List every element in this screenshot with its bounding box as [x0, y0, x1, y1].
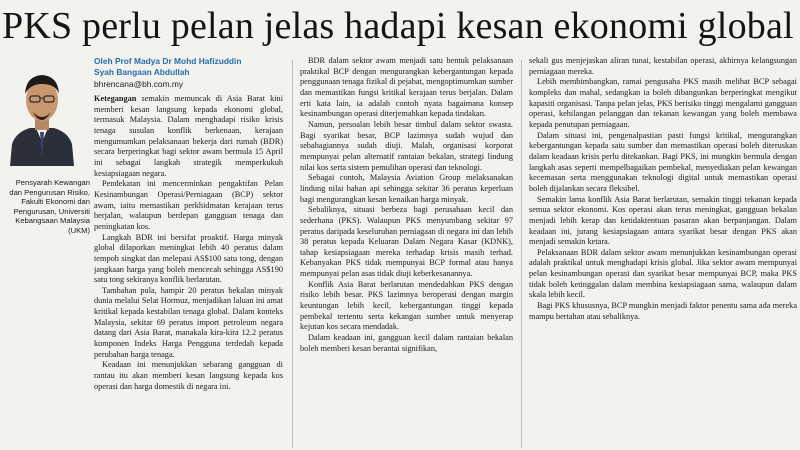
paragraph: BDR dalam sektor awam menjadi satu bentuk pelaksanaan praktikal BCP dengan mengurangkan kebergantungan kepada penggunaan tenaga fizikal di pejabat, mengoptimumkan sumber dan memastikan fungsi kritikal kerajaan terus berjalan. Dalam erti kata lain, ia adalah contoh nyata bagaimana konsep kesinambungan operasi diterjemahkan kepada tindakan. [300, 56, 513, 119]
paragraph: Tambahan pula, hampir 20 peratus bekalan minyak dunia melalui Selat Hormuz, menjadikan laluan ini amat kritikal kepada kestabilan tenaga global. Dalam konteks Malaysia, sekitar 69 peratus import petroleum negara datang dari Asia Barat, manakala kira-kira 12.2 peratus komponen Indeks Harga Pengguna terdedah kepada perubahan harga tenaga. [94, 285, 283, 359]
paragraph: Dalam situasi ini, pengenalpastian pasti fungsi kritikal, mengurangkan kebergantungan kepada satu sumber dan memastikan operasi boleh diteruskan dalam keadaan krisis perlu ditekankan. Bagi PKS, ini mungkin bermula dengan langkah asas seperti mempelbagaikan pembekal, menyediakan pelan kewangan kecemasan serta menggunakan teknologi digital untuk memastikan operasi boleh dijalankan secara fleksibel. [529, 130, 797, 193]
lead-word: Ketegangan [94, 94, 137, 103]
paragraph: Lebih membimbangkan, ramai pengusaha PKS masih melihat BCP sebagai kompleks dan mahal, sedangkan ia boleh dibangunkan berperingkat mengikut kapasiti organisasi. Tanpa pelan jelas, PKS berisiko tinggi mengalami gangguan operasi, kehilangan pelanggan dan tekanan kewangan yang boleh membawa kepada penutupan perniagaan. [529, 77, 797, 129]
author-name-line-1: Oleh Prof Madya Dr Mohd Hafizuddin [94, 56, 242, 66]
paragraph: Keadaan ini menunjukkan sebarang gangguan di rantau itu akan memberi kesan langsung kepada kos operasi dan harga domestik di negara ini. [94, 360, 283, 391]
paragraph: Sebagai contoh, Malaysia Aviation Group melaksanakan lindung nilai bahan api sehingga sekitar 36 peratus keperluan bagi mengurangkan kesan kenaikan harga minyak. [300, 173, 513, 204]
author-photo [6, 62, 78, 166]
column-divider [292, 60, 293, 448]
paragraph: Konflik Asia Barat berlarutan mendedahkan PKS dengan risiko lebih besar. PKS lazimnya beroperasi dengan margin keuntungan lebih kecil, kebergantungan tinggi kepada pembekal tertentu serta kekangan sumber untuk menyerap kejutan kos secara mendadak. [300, 279, 513, 332]
paragraph: Semakin lama konflik Asia Barat berlarutan, semakin tinggi tekanan kepada semua sektor ekonomi. Kos operasi akan terus meningkat, gangguan bekalan menjadi lebih kerap dan ketidaktentuan pasaran akan berpanjangan. Dalam keadaan ini, jurang kesiapsiagaan antara syarikat besar dengan PKS akan menjadi semakin ketara. [529, 194, 797, 247]
author-name-line-2: Syah Bangaan Abdullah [94, 67, 190, 77]
paragraph: Dalam keadaan ini, gangguan kecil dalam rantaian bekalan boleh memberi kesan berantai signifikan, [300, 333, 513, 353]
lead-paragraph [94, 94, 283, 179]
paragraph: Pelaksanaan BDR dalam sektor awam menunjukkan kesinambungan operasi adalah praktikal untuk menghadapi krisis global. Jika sektor awam mempunyai pelan kesinambungan operasi dan syarikat besar mempunyai BCP, maka PKS tidak boleh ketinggalan dalam membina kesiapsiagaan sama, walaupun dalam skala lebih kecil. [529, 247, 797, 300]
article-column-3 [529, 56, 797, 450]
column-divider [521, 60, 522, 448]
paragraph: Pendekatan ini mencerminkan pengaktifan Pelan Kesinambungan Operasi/Perniagaan (BCP) sektor awam, iaitu memastikan perkhidmatan kerajaan terus berjalan, walaupun berdepan gangguan tenaga dan peningkatan kos. [94, 179, 283, 231]
paragraph: Namun, persoalan lebih besar timbul dalam sektor swasta. Bagi syarikat besar, BCP lazimnya sudah wujud dan sebahagiannya sudah diuji. Malah, organisasi korporat mempunyai pelan alternatif rantaian bekalan, strategi lindung nilai kos serta sistem pemulihan operasi dan teknologi. [300, 119, 513, 172]
paragraph: Langkah BDR ini bersifat proaktif. Harga minyak global dilaporkan meningkat lebih 40 peratus dalam tempoh singkat dan melepasi AS$100 satu tong, dengan jangkaan harga yang boleh mencecah sehingga AS$190 satu tong sekiranya konflik berlarutan. [94, 232, 283, 285]
paragraph: Bagi PKS khususnya, BCP mungkin menjadi faktor penentu sama ada mereka mampu bertahan atau sebaliknya. [529, 301, 797, 321]
paragraph: Sebaliknya, situasi berbeza bagi perusahaan kecil dan sederhana (PKS). Walaupun PKS menyumbang sekitar 97 peratus daripada keseluruhan perniagaan di negara ini dan lebih 38 peratus kepada Keluaran Dalam Negara Kasar (KDNK), tahap kesiapsiagaan mereka terhadap krisis masih terhad. Kebanyakan PKS tidak mempunyai BCP formal atau hanya mempunyai pelan asas tidak diuji keberkesanannya. [300, 205, 513, 279]
article-headline: PKS perlu pelan jelas hadapi kesan ekonomi global [2, 5, 794, 47]
article-column-1 [94, 56, 283, 450]
paragraph: sekali gus menjejaskan aliran tunai, kestabilan operasi, akhirnya kelangsungan perniagaan mereka. [529, 56, 797, 76]
author-email: bhrencana@bh.com.my [94, 79, 184, 89]
article-column-2 [300, 56, 513, 450]
lead-text: semakin memuncak di Asia Barat kini memberi kesan langsung kepada ekonomi global, termasuk Malaysia. Dalam menghadapi risiko krisis tenaga susulan konflik berkenaan, kerajaan mengumumkan pelaksanaan bekerja dari rumah (BDR) secara berperingkat bagi sektor awam bermula 15 April ini sebagai langkah strategik memperkukuh kesiapsiagaan negara. [94, 94, 283, 178]
photo-caption: Pensyarah Kewangan dan Pengurusan Risiko, Fakulti Ekonomi dan Pengurusan, Universiti Kebangsaan Malaysia (UKM) [9, 178, 90, 235]
author-portrait-icon [6, 62, 78, 166]
